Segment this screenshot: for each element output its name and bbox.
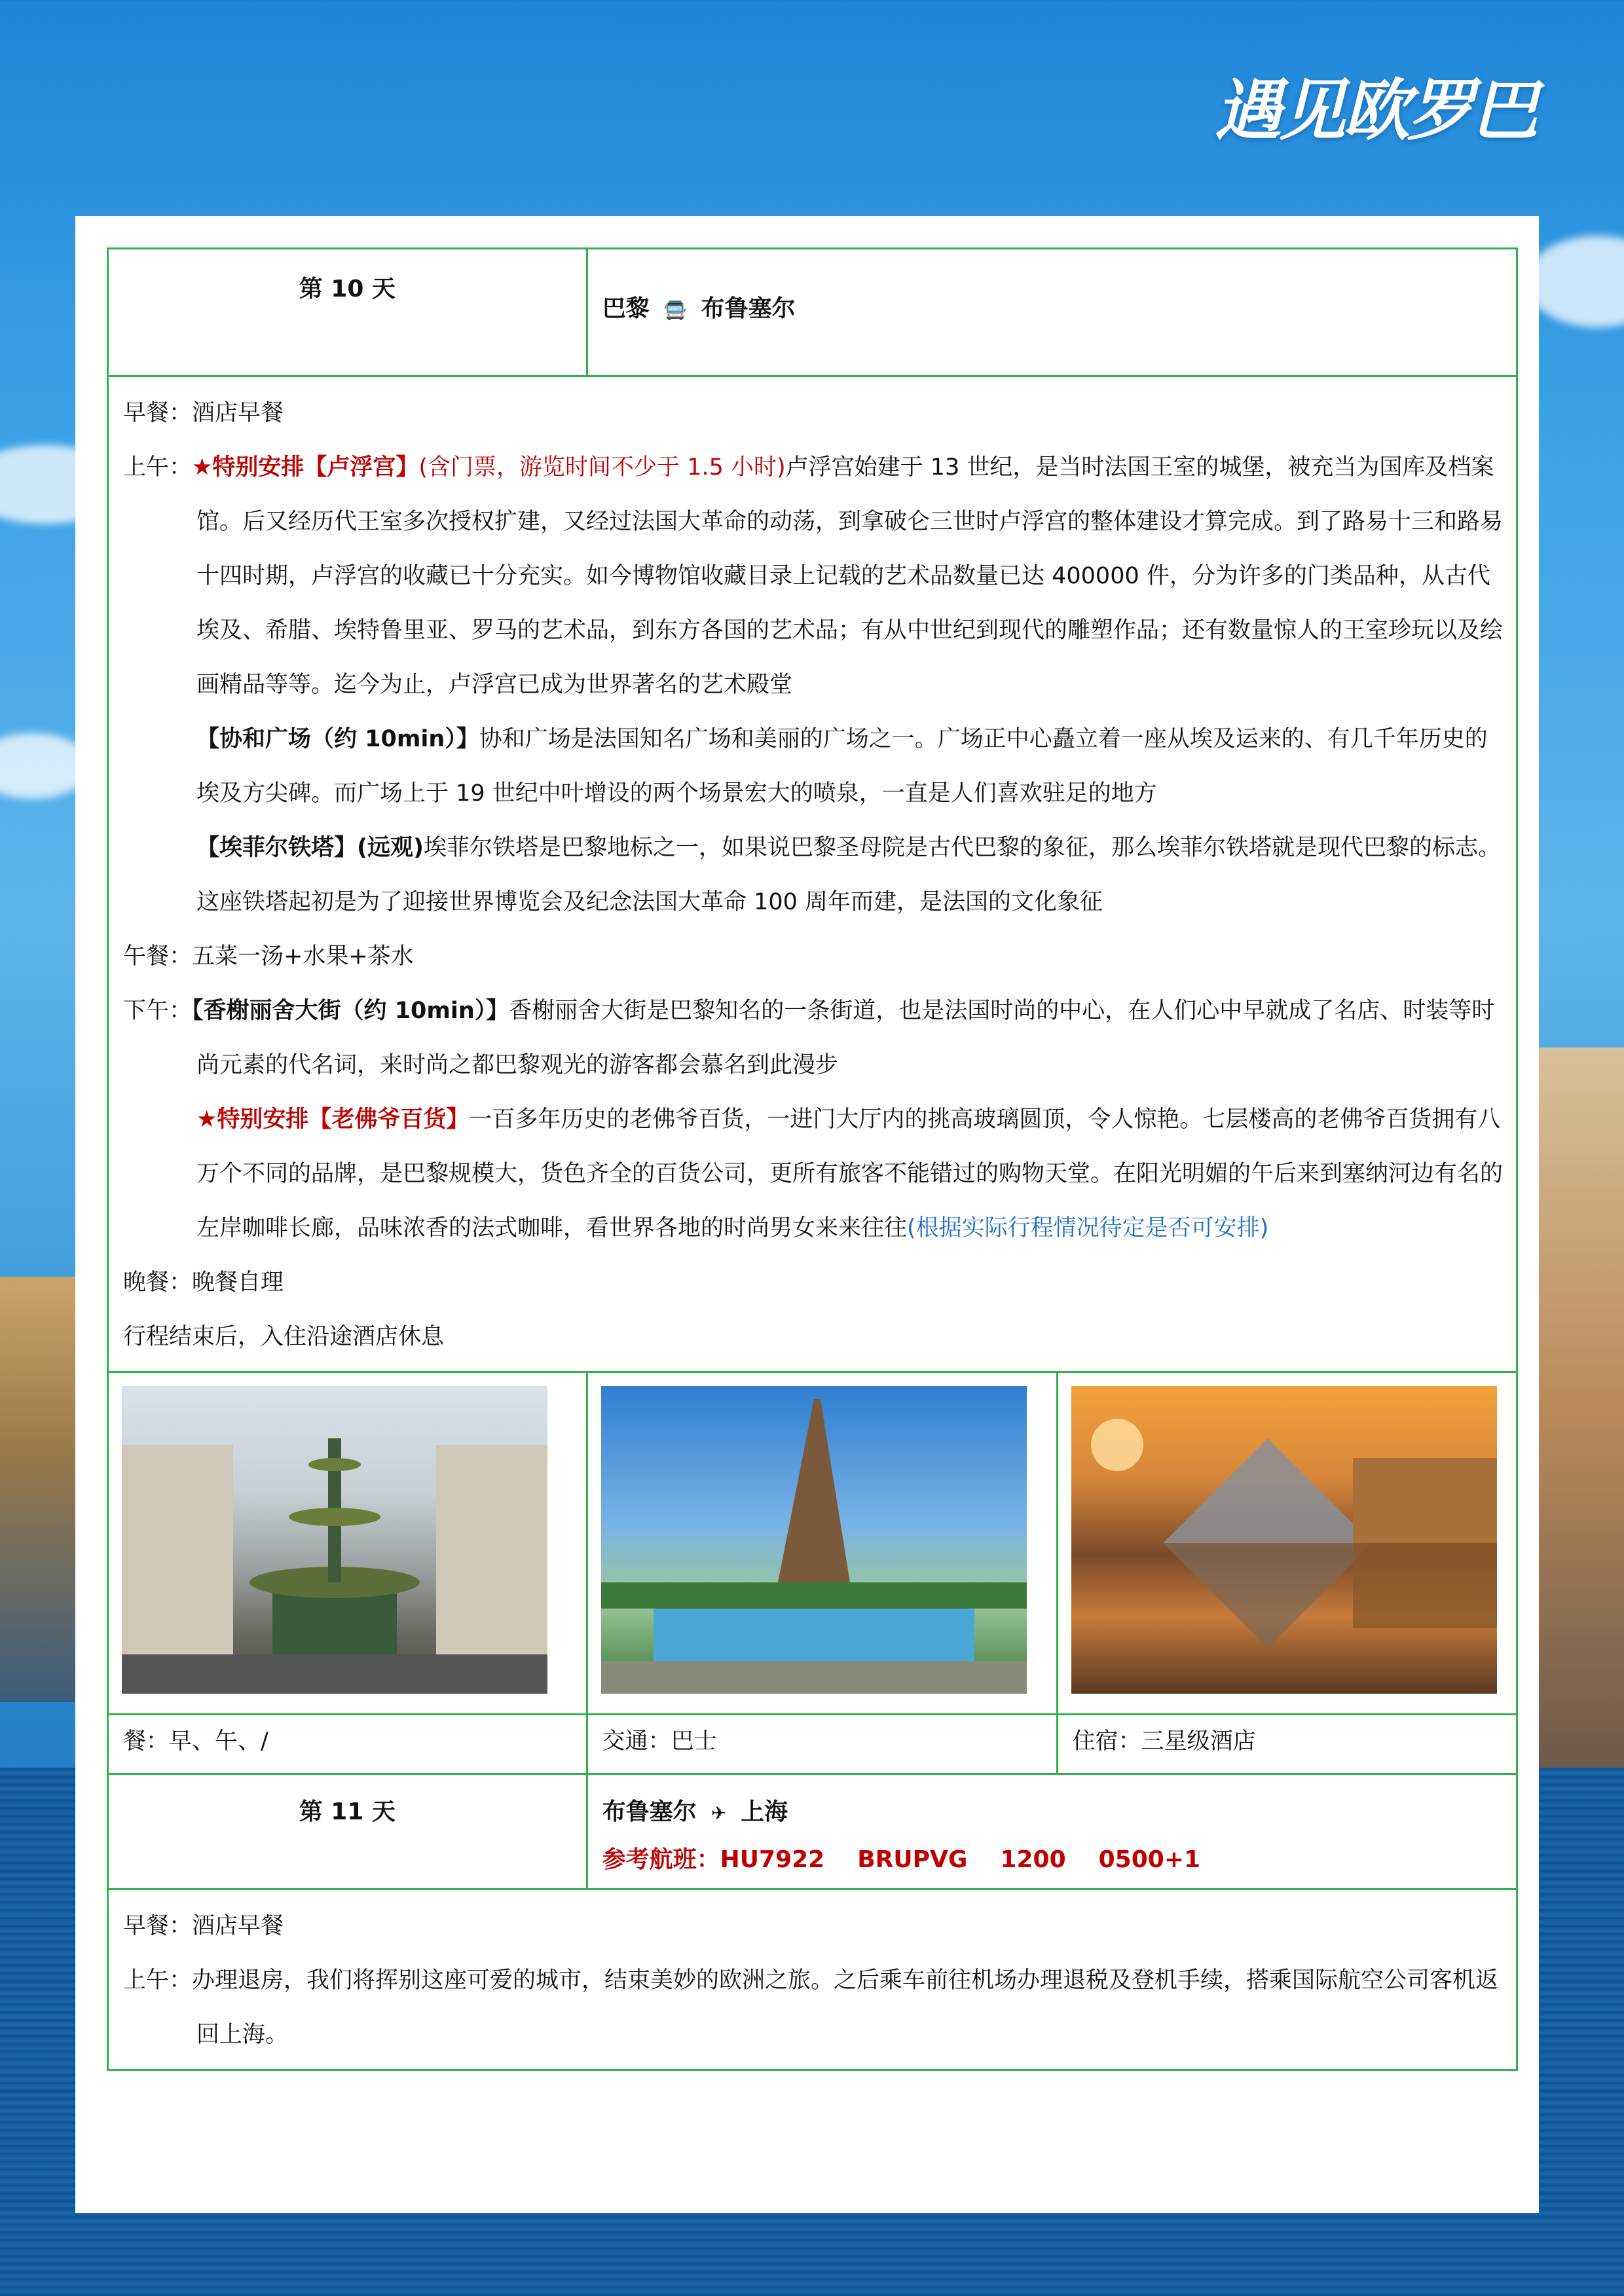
louvre-text: 卢浮宫始建于 13 世纪，是当时法国王室的城堡，被充当为国库及档案馆。后又经历代王室多次授权扩建，又经过法国大革命的动荡，到拿破仑三世时卢浮宫的整体建设才算完成。到了路易十三和路易十四时期，卢浮宫的收藏已十分充实。如今博物馆收藏目录上记载的艺术品数量已达 400000 件，分为许多的门类品种，从古代埃及、希腊、埃特鲁里亚、罗马的艺术品，到东方各国的艺术品；有从中世纪到现代的雕塑作品；还有数量惊人的王室珍玩以及绘画精品等等。迄今为止，卢浮宫已成为世界著名的艺术殿堂 [196, 454, 1504, 698]
lafayette-item [123, 1093, 1503, 1256]
breakfast: 早餐：酒店早餐 [123, 1913, 284, 1939]
day-end-note: 行程结束后，入住沿途酒店休息 [123, 1324, 445, 1350]
morning-label: 上午： [123, 1967, 193, 1994]
plane-icon: ✈ [710, 1802, 727, 1824]
lafayette-note: (根据实际行程情况待定是否可安排) [907, 1215, 1269, 1241]
flight-number: 参考航班：HU7922 [602, 1846, 825, 1873]
eiffel-tower-photo [601, 1386, 1027, 1694]
afternoon-champs [123, 984, 1503, 1093]
afternoon-label: 下午： [123, 998, 193, 1024]
breakfast: 早餐：酒店早餐 [123, 400, 284, 426]
day-10-title: 第 10 天 [108, 249, 587, 376]
flight-arrival: 0500+1 [1098, 1846, 1201, 1873]
route-from: 巴黎 [602, 295, 650, 322]
eiffel-text: 埃菲尔铁塔是巴黎地标之一，如果说巴黎圣母院是古代巴黎的象征，那么埃菲尔铁塔就是现代巴黎的标志。这座铁塔起初是为了迎接世界博览会及纪念法国大革命 100 周年而建，是法国的文化象征 [196, 835, 1502, 915]
lafayette-title: ★特别安排【老佛爷百货】 [196, 1106, 470, 1133]
photo-cell [108, 1372, 587, 1715]
dinner: 晚餐：晚餐自理 [123, 1269, 284, 1296]
meals-info: 餐：早、午、/ [108, 1715, 587, 1774]
eiffel-item [123, 821, 1503, 930]
champs-title: 【香榭丽舍大街（约 10min）】 [192, 998, 509, 1024]
morning-checkout [123, 1954, 1503, 2062]
louvre-title: ★特别安排【卢浮宫】 [192, 454, 419, 481]
photo-cell [1057, 1372, 1517, 1715]
morning-label: 上午： [123, 454, 193, 481]
route-from: 布鲁塞尔 [602, 1798, 697, 1825]
day-11-schedule [108, 1889, 1517, 2070]
photo-cell [587, 1372, 1057, 1715]
day-10-schedule [108, 376, 1517, 1372]
louvre-pyramid-photo [1071, 1386, 1497, 1694]
cloud-decoration [1526, 236, 1624, 327]
concorde-fountain-photo [122, 1386, 547, 1694]
transport-info: 交通：巴士 [587, 1715, 1057, 1774]
route-to: 上海 [741, 1798, 788, 1825]
morning-louvre [123, 441, 1503, 712]
reference-flight [602, 1841, 1516, 1874]
brand-logo: 遇见欧罗巴 [1215, 71, 1536, 150]
lunch: 午餐：五菜一汤+水果+茶水 [123, 943, 414, 970]
lafayette-text: 一百多年历史的老佛爷百货，一进门大厅内的挑高玻璃圆顶，令人惊艳。七层楼高的老佛爷百货拥有八万个不同的品牌，是巴黎规模大，货色齐全的百货公司，更所有旅客不能错过的购物天堂。在阳光明媚的午后来到塞纳河边有名的左岸咖啡长廊，品味浓香的法式咖啡，看世界各地的时尚男女来来往往 [196, 1106, 1504, 1241]
background-building-left [0, 1277, 79, 1702]
route-to: 布鲁塞尔 [701, 295, 796, 322]
concorde-title: 【协和广场（约 10min）】 [196, 726, 479, 752]
eiffel-title: 【埃菲尔铁塔】(远观) [196, 835, 424, 861]
champs-text: 香榭丽舍大街是巴黎知名的一条街道，也是法国时尚的中心，在人们心中早就成了名店、时装等时尚元素的代名词，来时尚之都巴黎观光的游客都会慕名到此漫步 [196, 998, 1495, 1078]
background-building-right [1539, 1048, 1624, 1768]
day-11-title: 第 11 天 [108, 1774, 587, 1889]
concorde-text: 协和广场是法国知名广场和美丽的广场之一。广场正中心矗立着一座从埃及运来的、有几千年历史的埃及方尖碑。而广场上于 19 世纪中叶增设的两个场景宏大的喷泉，一直是人们喜欢驻足的地方 [196, 726, 1488, 807]
hotel-info: 住宿：三星级酒店 [1057, 1715, 1517, 1774]
day-11-route [587, 1774, 1517, 1889]
concorde-item [123, 712, 1503, 821]
flight-departure: 1200 [1000, 1846, 1066, 1873]
checkout-text: 办理退房，我们将挥别这座可爱的城市，结束美妙的欧洲之旅。之后乘车前往机场办理退税及登机手续，搭乘国际航空公司客机返回上海。 [192, 1967, 1499, 2048]
itinerary-page [75, 216, 1539, 2213]
flight-route: BRUPVG [857, 1846, 968, 1873]
bus-icon: 🚍 [663, 299, 687, 321]
day-10-route [587, 249, 1517, 376]
louvre-note: (含门票，游览时间不少于 1.5 小时) [418, 454, 786, 481]
itinerary-table [107, 247, 1518, 2071]
